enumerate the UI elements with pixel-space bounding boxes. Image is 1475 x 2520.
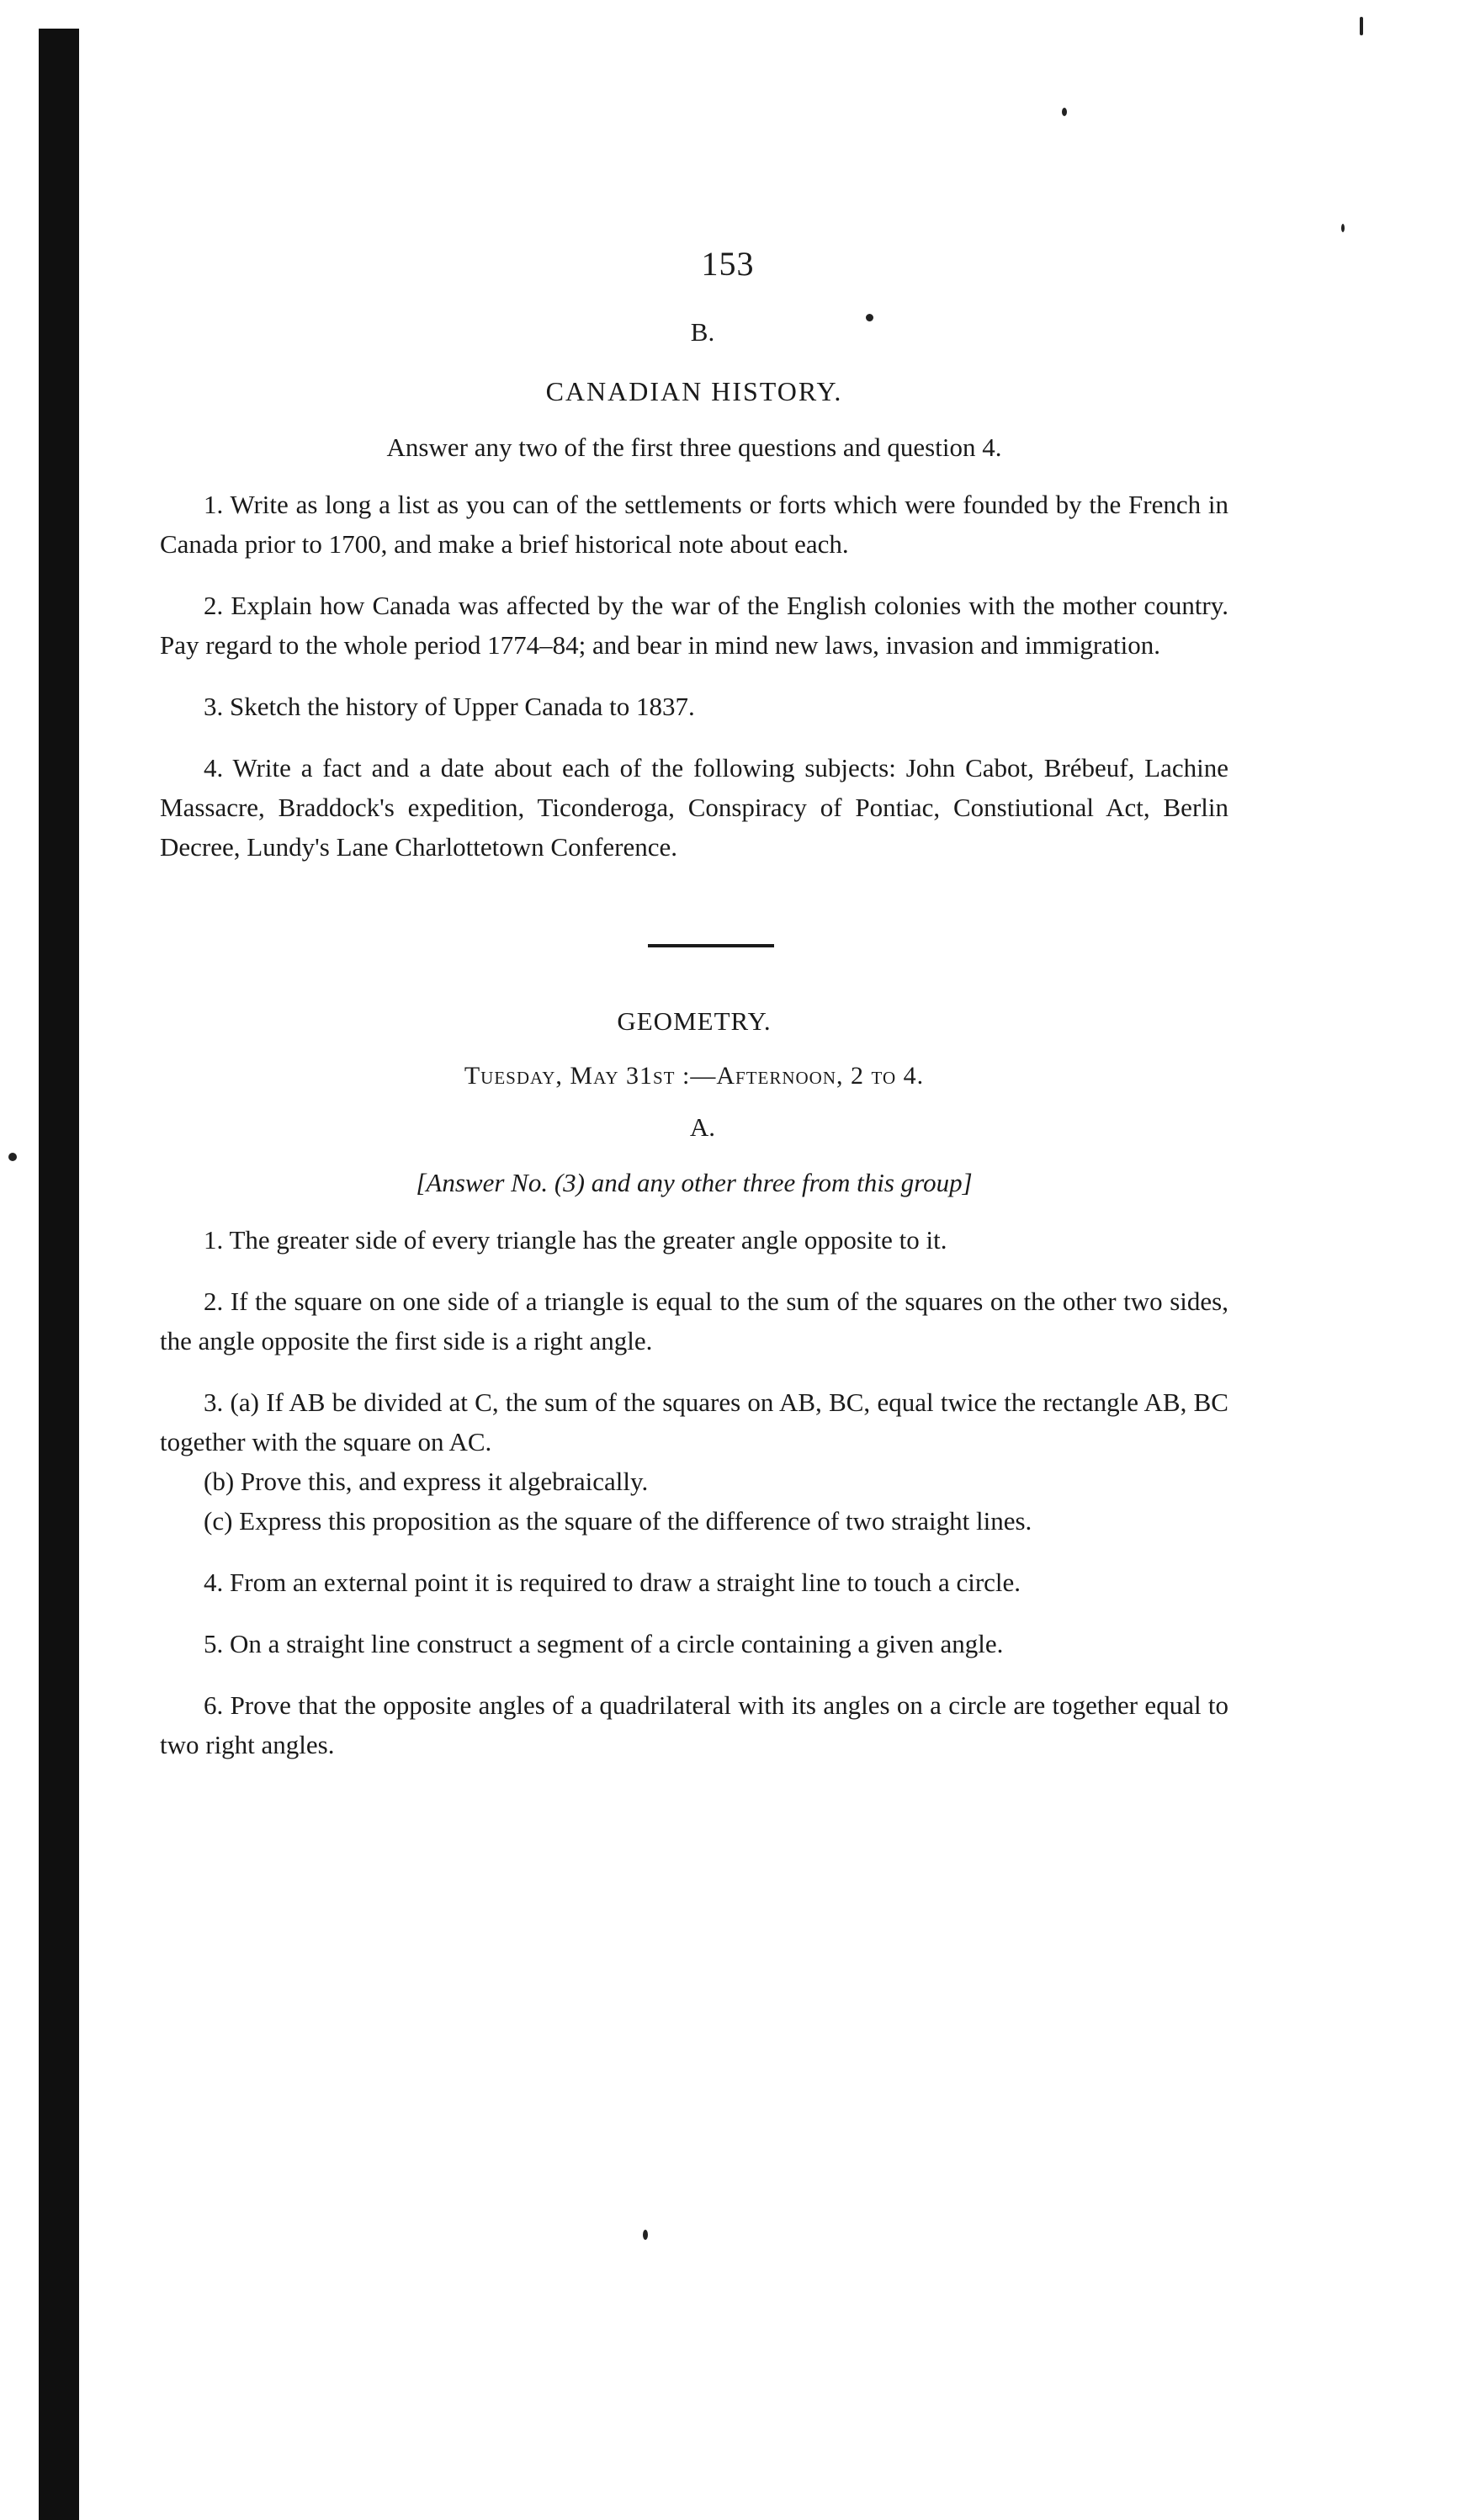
history-section-letter: B. <box>690 317 715 347</box>
scan-speck <box>1360 17 1363 35</box>
geometry-question-1: 1. The greater side of every triangle has the greater angle opposite to it. <box>204 1225 947 1255</box>
geometry-exam-time: Tuesday, May 31st :—Afternoon, 2 to 4. <box>464 1062 925 1090</box>
history-question-3: 3. Sketch the history of Upper Canada to 1837. <box>204 692 695 721</box>
geometry-question-3c: (c) Express this proposition as the square of the difference of two straight lines. <box>204 1506 1032 1536</box>
document-page <box>160 244 1228 1764</box>
history-question-list <box>160 485 1228 867</box>
history-question-1: 1. Write as long a list as you can of the settlements or forts which were founded by the French in Canada prior to 1700, and make a brief historical note about each. <box>160 490 1228 559</box>
scan-speck <box>1062 108 1067 116</box>
geometry-section-title: GEOMETRY. <box>617 1006 772 1036</box>
geometry-question-3b: (b) Prove this, and express it algebraically. <box>204 1467 649 1496</box>
geometry-group-instruction: [Answer No. (3) and any other three from this group] <box>416 1168 973 1197</box>
history-question-4: 4. Write a fact and a date about each of the following subjects: John Cabot, Brébeuf, Lachine Massacre, Braddock's expedition, Ticonderoga, Conspiracy of Pontiac, Constiutional Act, Berlin Decree, Lundy's Lane Charlottetown Conference. <box>160 753 1228 862</box>
geometry-question-2: 2. If the square on one side of a triangle is equal to the sum of the squares on the other two sides, the angle opposite the first side is a right angle. <box>160 1287 1228 1355</box>
geometry-question-6: 6. Prove that the opposite angles of a quadrilateral with its angles on a circle are together equal to two right angles. <box>160 1690 1228 1759</box>
geometry-section-letter: A. <box>689 1112 716 1142</box>
geometry-question-4: 4. From an external point it is required to draw a straight line to touch a circle. <box>204 1568 1021 1597</box>
page-binding-edge <box>39 29 79 2520</box>
scan-speck <box>643 2230 648 2240</box>
geometry-question-5: 5. On a straight line construct a segment of a circle containing a given angle. <box>204 1629 1004 1658</box>
page-number: 153 <box>701 245 755 283</box>
section-divider <box>648 944 774 947</box>
geometry-question-3a: 3. (a) If AB be divided at C, the sum of the squares on AB, BC, equal twice the rectangle AB, BC together with the square on AC. <box>160 1387 1228 1456</box>
scan-speck <box>1341 224 1345 232</box>
geometry-question-list <box>160 1220 1228 1764</box>
history-section-title: CANADIAN HISTORY. <box>545 376 843 406</box>
history-instruction: Answer any two of the first three questions and question 4. <box>386 432 1002 462</box>
scan-speck <box>8 1153 17 1161</box>
history-question-2: 2. Explain how Canada was affected by the war of the English colonies with the mother country. Pay regard to the whole period 1774–84; and bear in mind new laws, invasion and immigration. <box>160 591 1228 660</box>
